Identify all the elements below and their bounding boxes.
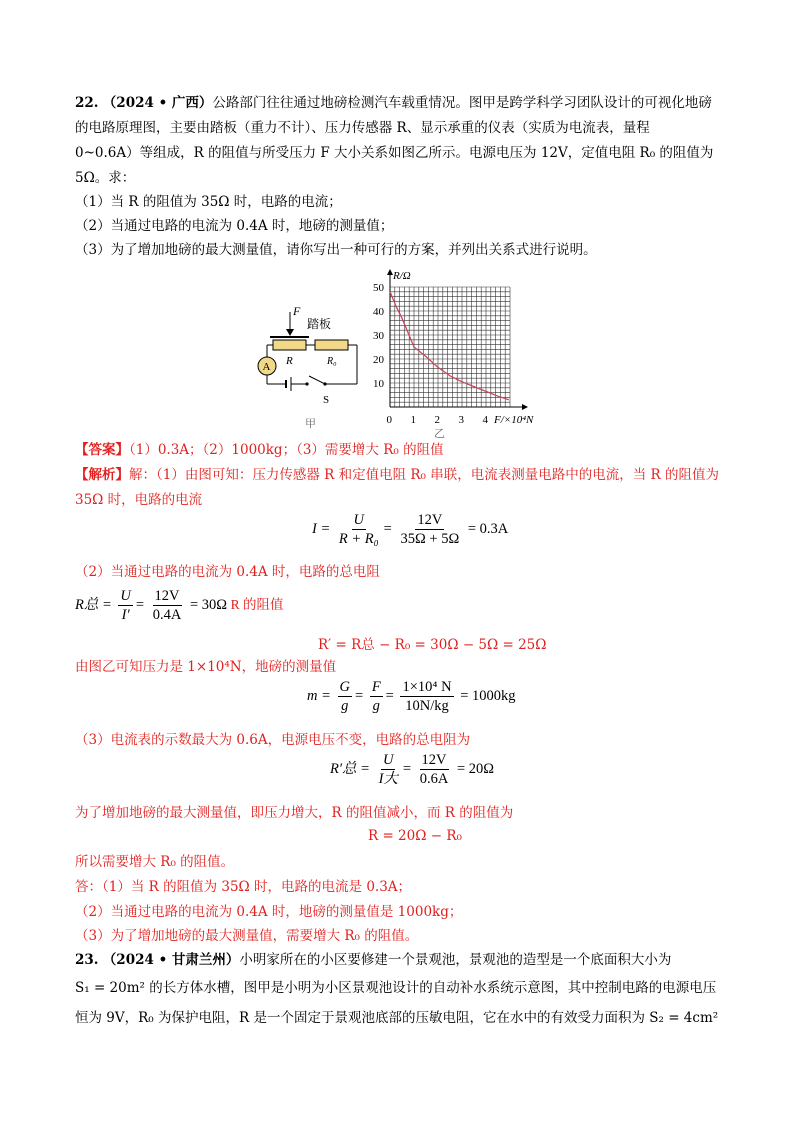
q22-subquestion-1: （1）当 R 的阻值为 35Ω 时，电路的电流； (75, 194, 342, 210)
eq1-num-2: 12V (417, 512, 443, 528)
eq1-result: = 0.3A (467, 520, 509, 537)
label-R0: R₀ (327, 356, 337, 367)
q23-number: 23. (75, 952, 99, 968)
analysis-text-1: 解：（1）由图可知：压力传感器 R 和定值电阻 R₀ 串联，电流表测量电路中的电流，当 R 的阻值为 (129, 467, 719, 483)
q23-stem-line-2: S₁ = 20m² 的长方体水槽，图甲是小明为小区景观池设计的自动补水系统示意图，其中控制电路的电源电压 (75, 980, 717, 996)
x-tick-label: 1 (410, 414, 416, 426)
final-answer-1: 答：（1）当 R 的阻值为 35Ω 时，电路的电流是 0.3A； (75, 879, 412, 895)
eq5-result: = 20Ω (456, 760, 495, 777)
label-A: A (262, 361, 271, 373)
x-tick-label: 2 (434, 414, 440, 426)
final-answer-2: （2）当通过电路的电流为 0.4A 时，地磅的测量值是 1000kg； (75, 904, 463, 920)
x-axis-arrow-icon (522, 404, 528, 410)
analysis-tag: 【解析】 (75, 467, 129, 483)
label-F: F (293, 304, 301, 318)
eq5-lhs: R′总 = (330, 760, 370, 777)
label-R: R (286, 355, 293, 367)
label-pedal: 踏板 (307, 317, 332, 331)
eq2-den-2: 0.4A (152, 607, 182, 623)
analysis-part-6: 所以需要增大 R₀ 的阻值。 (75, 854, 235, 870)
label-S: S (323, 394, 330, 406)
eq4-num-2: F (371, 679, 381, 695)
y-axis-label: R/Ω (393, 270, 411, 282)
eq2-num-2: 12V (154, 588, 180, 604)
equation-R: R = 20Ω − R₀ (368, 828, 462, 844)
eq4-num-1: G (339, 679, 350, 695)
circuit-diagram (245, 300, 375, 435)
x-tick-label: 0 (386, 414, 392, 426)
q22-stem-line-2: 的电路原理图，主要由踏板（重力不计）、压力传感器 R、显示承重的仪表（实质为电流表，量程 (75, 120, 650, 136)
q23-source: （2024 • 甘肃兰州） (102, 952, 240, 968)
caption-yi: 乙 (434, 428, 445, 440)
y-tick-label: 20 (373, 354, 384, 366)
eq2-lhs: R总 = (75, 596, 112, 613)
eq2-tail: R 的阻值 (230, 596, 284, 612)
analysis-line-2: 35Ω 时，电路的电流 (75, 492, 203, 508)
answer-line (75, 440, 444, 460)
q22-stem-line-3: 0~0.6A）等组成，R 的阻值与所受压力 F 大小关系如图乙所示。电源电压为 12V，定值电阻 R₀ 的阻值为 (75, 145, 714, 161)
y-tick-label: 30 (373, 330, 384, 342)
x-tick-label: 4 (482, 414, 488, 426)
eq1-den-1: R + R₀ (338, 531, 379, 547)
q22-number: 22. (75, 95, 99, 111)
eq1-lhs: I = (312, 520, 331, 537)
analysis-part-5: 为了增加地磅的最大测量值，即压力增大，R 的阻值减小，而 R 的阻值为 (75, 805, 514, 821)
q23-stem-line-3: 恒为 9V，R₀ 为保护电阻，R 是一个固定于景观池底部的压敏电阻，它在水中的有效受力面积为 S₂ = 4cm² (75, 1010, 719, 1026)
analysis-line-1 (75, 465, 719, 485)
equation-total-resistance: R总 = $\frac{U}{I'}$ = $\frac{12V}{0.4A}$ = 30Ω R 的阻值 (75, 588, 284, 623)
q22-stem-text-1: 公路部门往往通过地磅检测汽车载重情况。图甲是跨学科学习团队设计的可视化地磅 (212, 95, 712, 111)
eq4-num-3: 1×10⁴ N (402, 679, 452, 695)
final-answer-3: （3）为了增加地磅的最大测量值，需要增大 R₀ 的阻值。 (75, 928, 419, 944)
eq5-num-1: U (383, 752, 394, 768)
switch-contact-icon (305, 382, 308, 385)
eq4-den-3: 10N/kg (405, 698, 449, 714)
eq4-den-2: g (372, 698, 380, 714)
q23-stem-text-1: 小明家所在的小区要修建一个景观池，景观池的造型是一个底面积大小为 (239, 952, 672, 968)
switch-pivot-icon (323, 382, 326, 385)
eq2-den-1: I′ (121, 607, 130, 623)
eq5-den-1: I大 (378, 771, 398, 787)
eq4-result: = 1000kg (460, 687, 516, 704)
eq2-num-1: U (120, 588, 131, 604)
analysis-part-2: （2）当通过电路的电流为 0.4A 时，电路的总电阻 (75, 564, 380, 580)
x-axis-label: F/×10⁴N (494, 414, 534, 426)
equation-R-prime: R′ = R总 − R₀ = 30Ω − 5Ω = 25Ω (318, 637, 547, 653)
y-tick-label: 40 (373, 306, 384, 318)
equation-max-total-resistance: R′总 = $\frac{U}{\text{I大}}$ = $\frac{12V}{0.6A}$ = 20Ω (330, 752, 495, 787)
resistance-force-graph (360, 262, 550, 440)
eq1-num-1: U (353, 512, 365, 528)
equation-mass: m = $\frac{G}{g}$ = $\frac{F}{g}$ = $\frac{\text{1×10⁴ N}}{10N/kg}$ = 1000kg (307, 679, 516, 714)
arrow-head-icon (286, 329, 294, 336)
resistor-R (273, 340, 306, 350)
q22-stem-line-4: 5Ω。求： (75, 170, 136, 186)
q22-stem-line-1 (75, 93, 712, 113)
eq5-den-2: 0.6A (419, 771, 449, 787)
analysis-part-4: （3）电流表的示数最大为 0.6A，电源电压不变，电路的总电阻为 (75, 732, 471, 748)
graph-grid (390, 287, 510, 407)
answer-tag: 【答案】 (75, 442, 129, 458)
x-tick-label: 3 (458, 414, 464, 426)
q22-subquestion-2: （2）当通过电路的电流为 0.4A 时，地磅的测量值； (75, 218, 394, 234)
y-tick-label: 50 (373, 282, 384, 294)
eq2-result: = 30Ω (189, 596, 228, 613)
equation-current: I = $\frac{U}{\text{R + R₀}}$ = $\frac{12V}{35\Omega + 5\Omega}$ = 0.3A (312, 512, 509, 547)
eq4-den-1: g (341, 698, 349, 714)
analysis-part-3: 由图乙可知压力是 1×10⁴N，地磅的测量值 (75, 659, 337, 675)
caption-jia: 甲 (305, 418, 316, 430)
answer-text: （1）0.3A；（2）1000kg；（3）需要增大 R₀ 的阻值 (129, 442, 444, 458)
q22-source: （2024 • 广西） (102, 95, 213, 111)
switch-blade (309, 376, 325, 384)
resistor-R0 (315, 340, 348, 350)
eq1-den-2: 35Ω + 5Ω (400, 531, 460, 547)
eq5-num-2: 12V (421, 752, 447, 768)
q22-subquestion-3: （3）为了增加地磅的最大测量值，请你写出一种可行的方案，并列出关系式进行说明。 (75, 242, 597, 258)
q23-stem-line-1 (75, 950, 671, 970)
y-tick-label: 10 (373, 378, 384, 390)
eq4-lhs: m = (307, 687, 331, 704)
